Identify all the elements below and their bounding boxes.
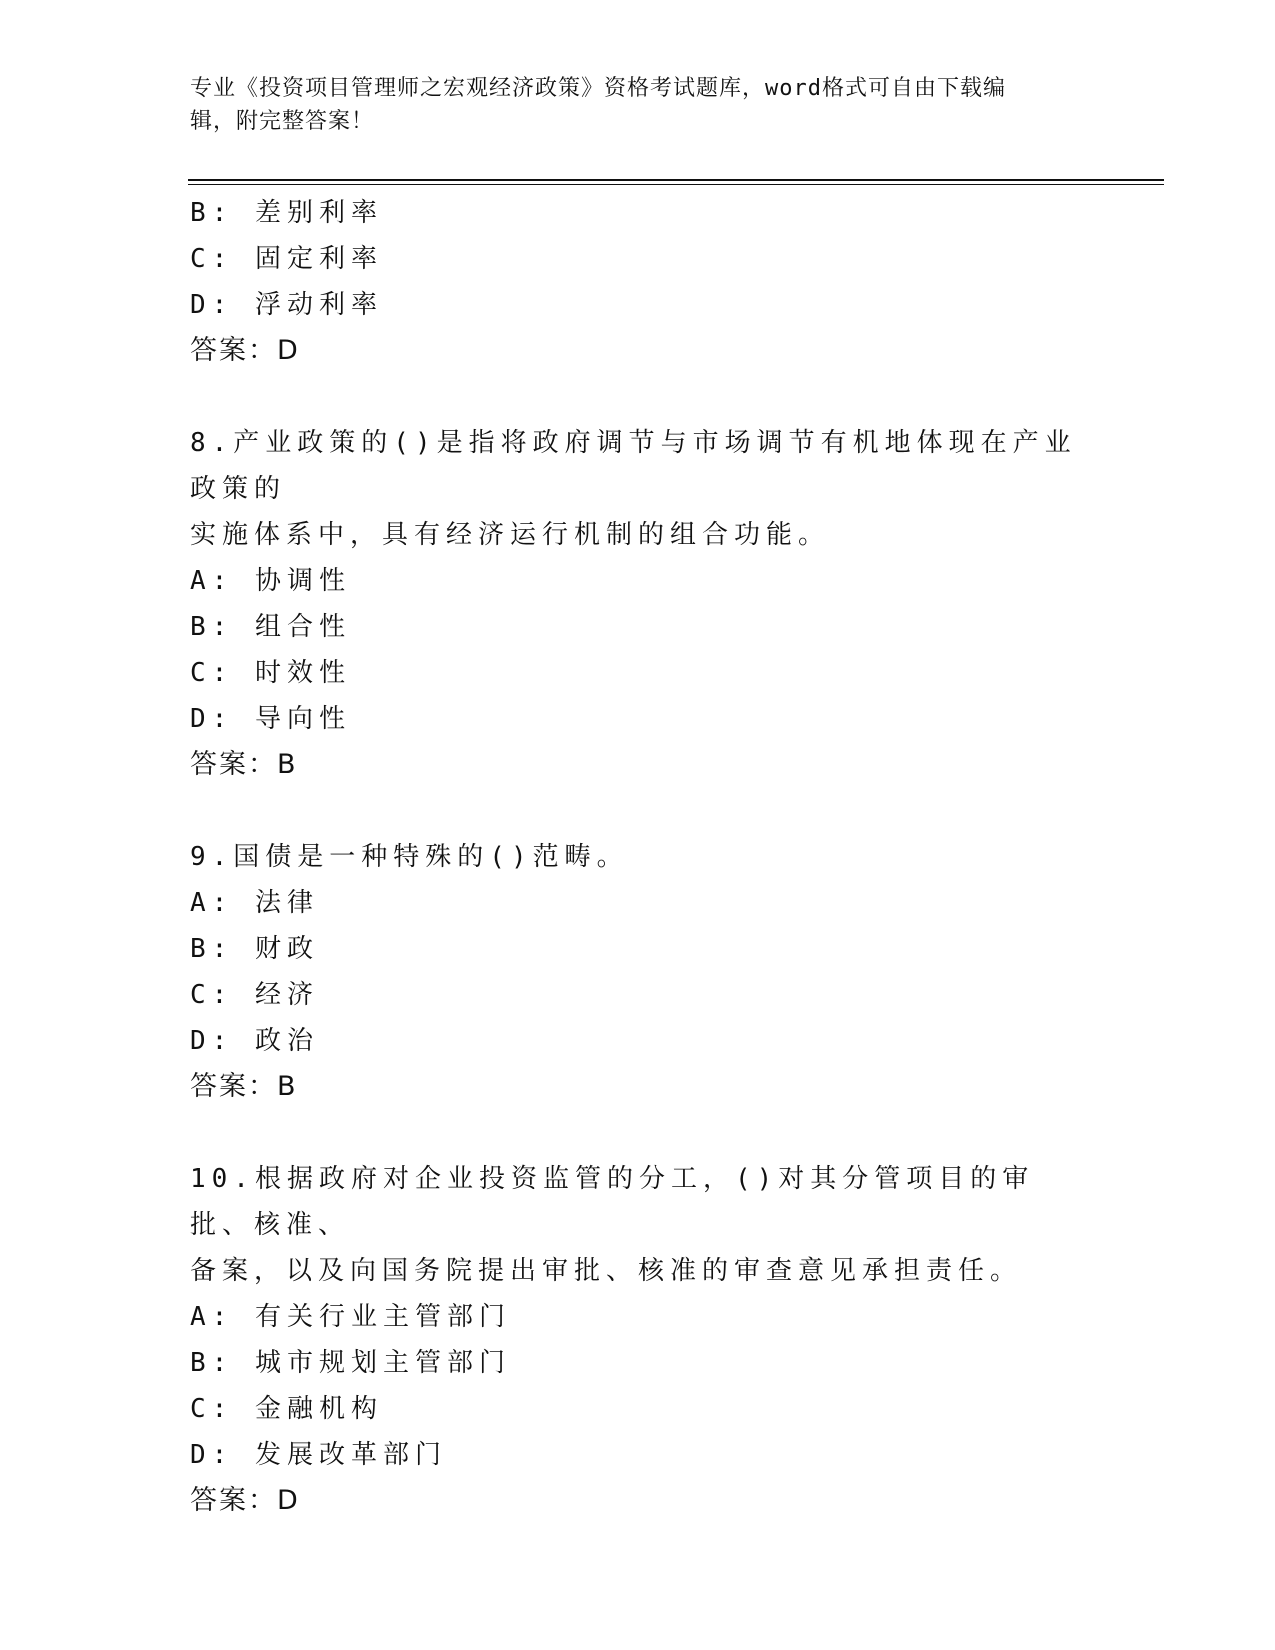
answer-line: 答案：D [190,335,300,366]
question-spacer [190,374,1090,420]
question-content [190,190,1090,1524]
option-b: B: 组合性 [190,612,351,642]
question-10 [190,1156,1090,1524]
option-d: D: 政治 [190,1026,319,1056]
question-stem-line: 9.国债是一种特殊的()范畴。 [190,842,629,872]
option-d: D: 发展改革部门 [190,1440,447,1470]
answer-line: 答案：D [190,1485,300,1516]
header-line-2: 辑，附完整答案！ [190,109,375,134]
option-d: D: 浮动利率 [190,290,383,320]
option-a: A: 协调性 [190,566,351,596]
option-a: A: 法律 [190,888,319,918]
question-stem-line: 备案，以及向国务院提出审批、核准的审查意见承担责任。 [190,1256,1023,1286]
option-c: C: 固定利率 [190,244,383,274]
option-c: C: 金融机构 [190,1394,383,1424]
option-b: B: 差别利率 [190,198,383,228]
option-d: D: 导向性 [190,704,351,734]
document-header [190,72,1090,138]
option-b: B: 城市规划主管部门 [190,1348,511,1378]
question-9 [190,834,1090,1110]
question-spacer [190,1110,1090,1156]
option-c: C: 经济 [190,980,319,1010]
option-b: B: 财政 [190,934,319,964]
answer-line: 答案：B [190,749,298,780]
option-a: A: 有关行业主管部门 [190,1302,511,1332]
header-divider-thin [188,184,1164,185]
answer-line: 答案：B [190,1071,298,1102]
header-divider-thick [188,179,1164,181]
question-stem-line: 8.产业政策的()是指将政府调节与市场调节有机地体现在产业政策的 [190,428,1077,504]
question-stem-line: 10.根据政府对企业投资监管的分工，()对其分管项目的审批、核准、 [190,1164,1035,1240]
header-line-1: 专业《投资项目管理师之宏观经济政策》资格考试题库，word格式可自由下载编 [190,76,1006,101]
question-8 [190,420,1090,788]
question-stem-line: 实施体系中，具有经济运行机制的组合功能。 [190,520,831,550]
question-spacer [190,788,1090,834]
question-7-tail [190,190,1090,374]
option-c: C: 时效性 [190,658,351,688]
